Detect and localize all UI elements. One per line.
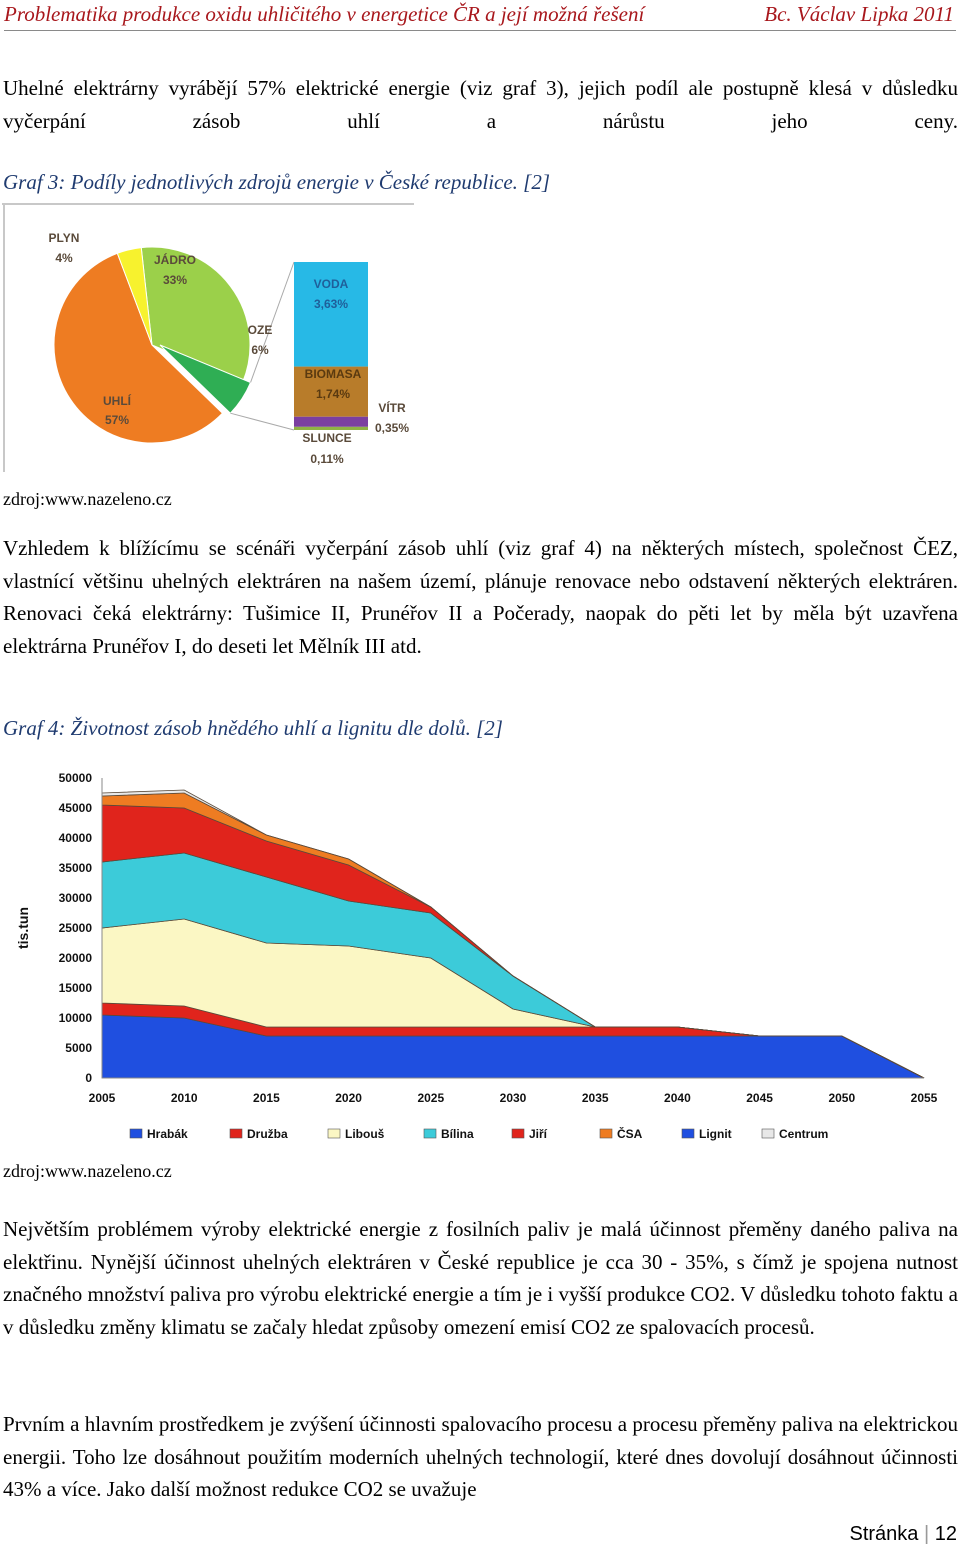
paragraph-renovation: Vzhledem k blížícímu se scénáři vyčerpání zásob uhlí (viz graf 4) na některých místech, společnost ČEZ, vlastnící většinu uhelných elektráren na našem území, plánuje renovace nebo odstavení některých elektráren. Renovaci čeká elektrárny: Tušimice II, Prunéřov II a Počerady, naopak do pěti let by měla být uzavřena elektrárna Prunéřov I, do deseti let Mělník III atd. bbox=[3, 536, 958, 658]
footer-label: Stránka bbox=[849, 1523, 919, 1545]
pie-label-uhli: UHLÍ bbox=[103, 394, 131, 408]
breakdown-label-biomasa: BIOMASA bbox=[304, 367, 362, 381]
y-tick-label: 30000 bbox=[58, 891, 92, 905]
x-tick-label: 2015 bbox=[253, 1091, 280, 1105]
breakdown-value-biomasa: 1,74% bbox=[315, 387, 351, 401]
legend-label-lignit: Lignit bbox=[699, 1127, 732, 1141]
page-footer: Stránka | 12 bbox=[849, 1523, 957, 1545]
legend-label-hrabak: Hrabák bbox=[147, 1127, 188, 1141]
x-tick-label: 2040 bbox=[664, 1091, 691, 1105]
breakdown-value-slunce: 0,11% bbox=[310, 452, 344, 466]
pie-chart bbox=[2, 202, 416, 474]
x-tick-label: 2055 bbox=[910, 1091, 938, 1105]
legend-label-bilina: Bílina bbox=[441, 1127, 474, 1141]
y-tick-label: 15000 bbox=[58, 981, 92, 995]
legend-label-centrum: Centrum bbox=[779, 1127, 829, 1141]
y-tick-label: 50000 bbox=[58, 771, 92, 785]
pie-value-uhli: 57% bbox=[104, 413, 130, 427]
legend-swatch-jiri bbox=[512, 1129, 524, 1138]
pie-label-oze: OZE bbox=[247, 323, 273, 337]
legend-swatch-centrum bbox=[762, 1129, 774, 1138]
y-tick-label: 25000 bbox=[58, 921, 92, 935]
footer-page-number: 12 bbox=[934, 1523, 957, 1545]
y-tick-label: 45000 bbox=[58, 801, 92, 815]
x-tick-label: 2025 bbox=[417, 1091, 445, 1105]
header-title: Problematika produkce oxidu uhličitého v energetice ČR a její možná řešení bbox=[4, 2, 645, 26]
intro-paragraph: Uhelné elektrárny vyrábějí 57% elektrické energie (viz graf 3), jejich podíl ale postupně klesá v důsledku vyčerpání zásob uhlí a nárůstu jeho ceny. bbox=[3, 76, 958, 133]
pie-value-jadro: 33% bbox=[162, 273, 188, 287]
pie-value-plyn: 4% bbox=[55, 251, 73, 265]
breakdown-label-voda: VODA bbox=[313, 277, 349, 291]
paragraph-efficiency: Největším problémem výroby elektrické energie z fosilních paliv je malá účinnost přeměny daného paliva na elektřinu. Nynější účinnost uhelných elektráren v České republice je cca 30 - 35%, s čímž je spojena nutnost značného množství paliva pro výrobu elektrické energie a tím je i vyšší produkce CO2. V důsledku tohoto faktu a v důsledku změny klimatu se začaly hledat způsoby omezení emisí CO2 ze spalovacích procesů. bbox=[3, 1217, 958, 1339]
x-tick-label: 2020 bbox=[335, 1091, 362, 1105]
pie-value-oze: 6% bbox=[251, 343, 269, 357]
y-tick-label: 20000 bbox=[58, 951, 92, 965]
graph3-source: zdroj:www.nazeleno.cz bbox=[3, 489, 172, 509]
breakdown-label-slunce: SLUNCE bbox=[302, 431, 352, 445]
y-tick-label: 40000 bbox=[58, 831, 92, 845]
x-tick-label: 2035 bbox=[581, 1091, 609, 1105]
legend-label-druzba: Družba bbox=[247, 1127, 288, 1141]
area-chart bbox=[14, 762, 938, 1142]
legend-swatch-libous bbox=[328, 1129, 340, 1138]
legend-swatch-druzba bbox=[230, 1129, 242, 1138]
legend-swatch-bilina bbox=[424, 1129, 436, 1138]
legend-label-jiri: Jiří bbox=[529, 1127, 548, 1141]
graph4-caption: Graf 4: Životnost zásob hnědého uhlí a lignitu dle dolů. [2] bbox=[3, 716, 503, 740]
legend-label-libous: Libouš bbox=[345, 1127, 385, 1141]
x-tick-label: 2010 bbox=[170, 1091, 198, 1105]
breakdown-label-vitr: VÍTR bbox=[378, 401, 406, 415]
legend-swatch-hrabak bbox=[130, 1129, 142, 1138]
y-tick-label: 10000 bbox=[58, 1011, 92, 1025]
breakdown-value-vitr: 0,35% bbox=[374, 421, 410, 435]
pie-label-jadro: JÁDRO bbox=[153, 253, 197, 267]
paragraph-improvement: Prvním a hlavním prostředkem je zvýšení účinnosti spalovacího procesu a procesu přeměny paliva na elektrickou energii. Toho lze dosáhnout použitím moderních uhelných technologií, které dnes dovolují dosáhnout účinnosti 43% a více. Jako další možnost redukce CO2 se uvažuje bbox=[3, 1412, 958, 1502]
y-tick-label: 0 bbox=[85, 1071, 92, 1085]
breakdown-bar-vitr bbox=[294, 417, 368, 427]
breakdown-bar-slunce bbox=[294, 427, 368, 430]
x-tick-label: 2005 bbox=[88, 1091, 116, 1105]
y-axis-label: tis.tun bbox=[15, 907, 31, 949]
x-tick-label: 2030 bbox=[499, 1091, 527, 1105]
graph4-source: zdroj:www.nazeleno.cz bbox=[3, 1161, 172, 1181]
graph3-caption: Graf 3: Podíly jednotlivých zdrojů energie v České republice. [2] bbox=[3, 170, 551, 194]
x-tick-label: 2045 bbox=[746, 1091, 773, 1105]
legend-swatch-lignit bbox=[682, 1129, 694, 1138]
breakdown-value-voda: 3,63% bbox=[313, 297, 349, 311]
x-tick-label: 2050 bbox=[828, 1091, 856, 1105]
header-author: Bc. Václav Lipka 2011 bbox=[764, 2, 954, 26]
legend-swatch-csa bbox=[600, 1129, 612, 1138]
y-tick-label: 35000 bbox=[58, 861, 92, 875]
legend-label-csa: ČSA bbox=[617, 1127, 643, 1141]
pie-label-plyn: PLYN bbox=[48, 231, 80, 245]
page-header bbox=[4, 2, 956, 31]
y-tick-label: 5000 bbox=[65, 1041, 92, 1055]
